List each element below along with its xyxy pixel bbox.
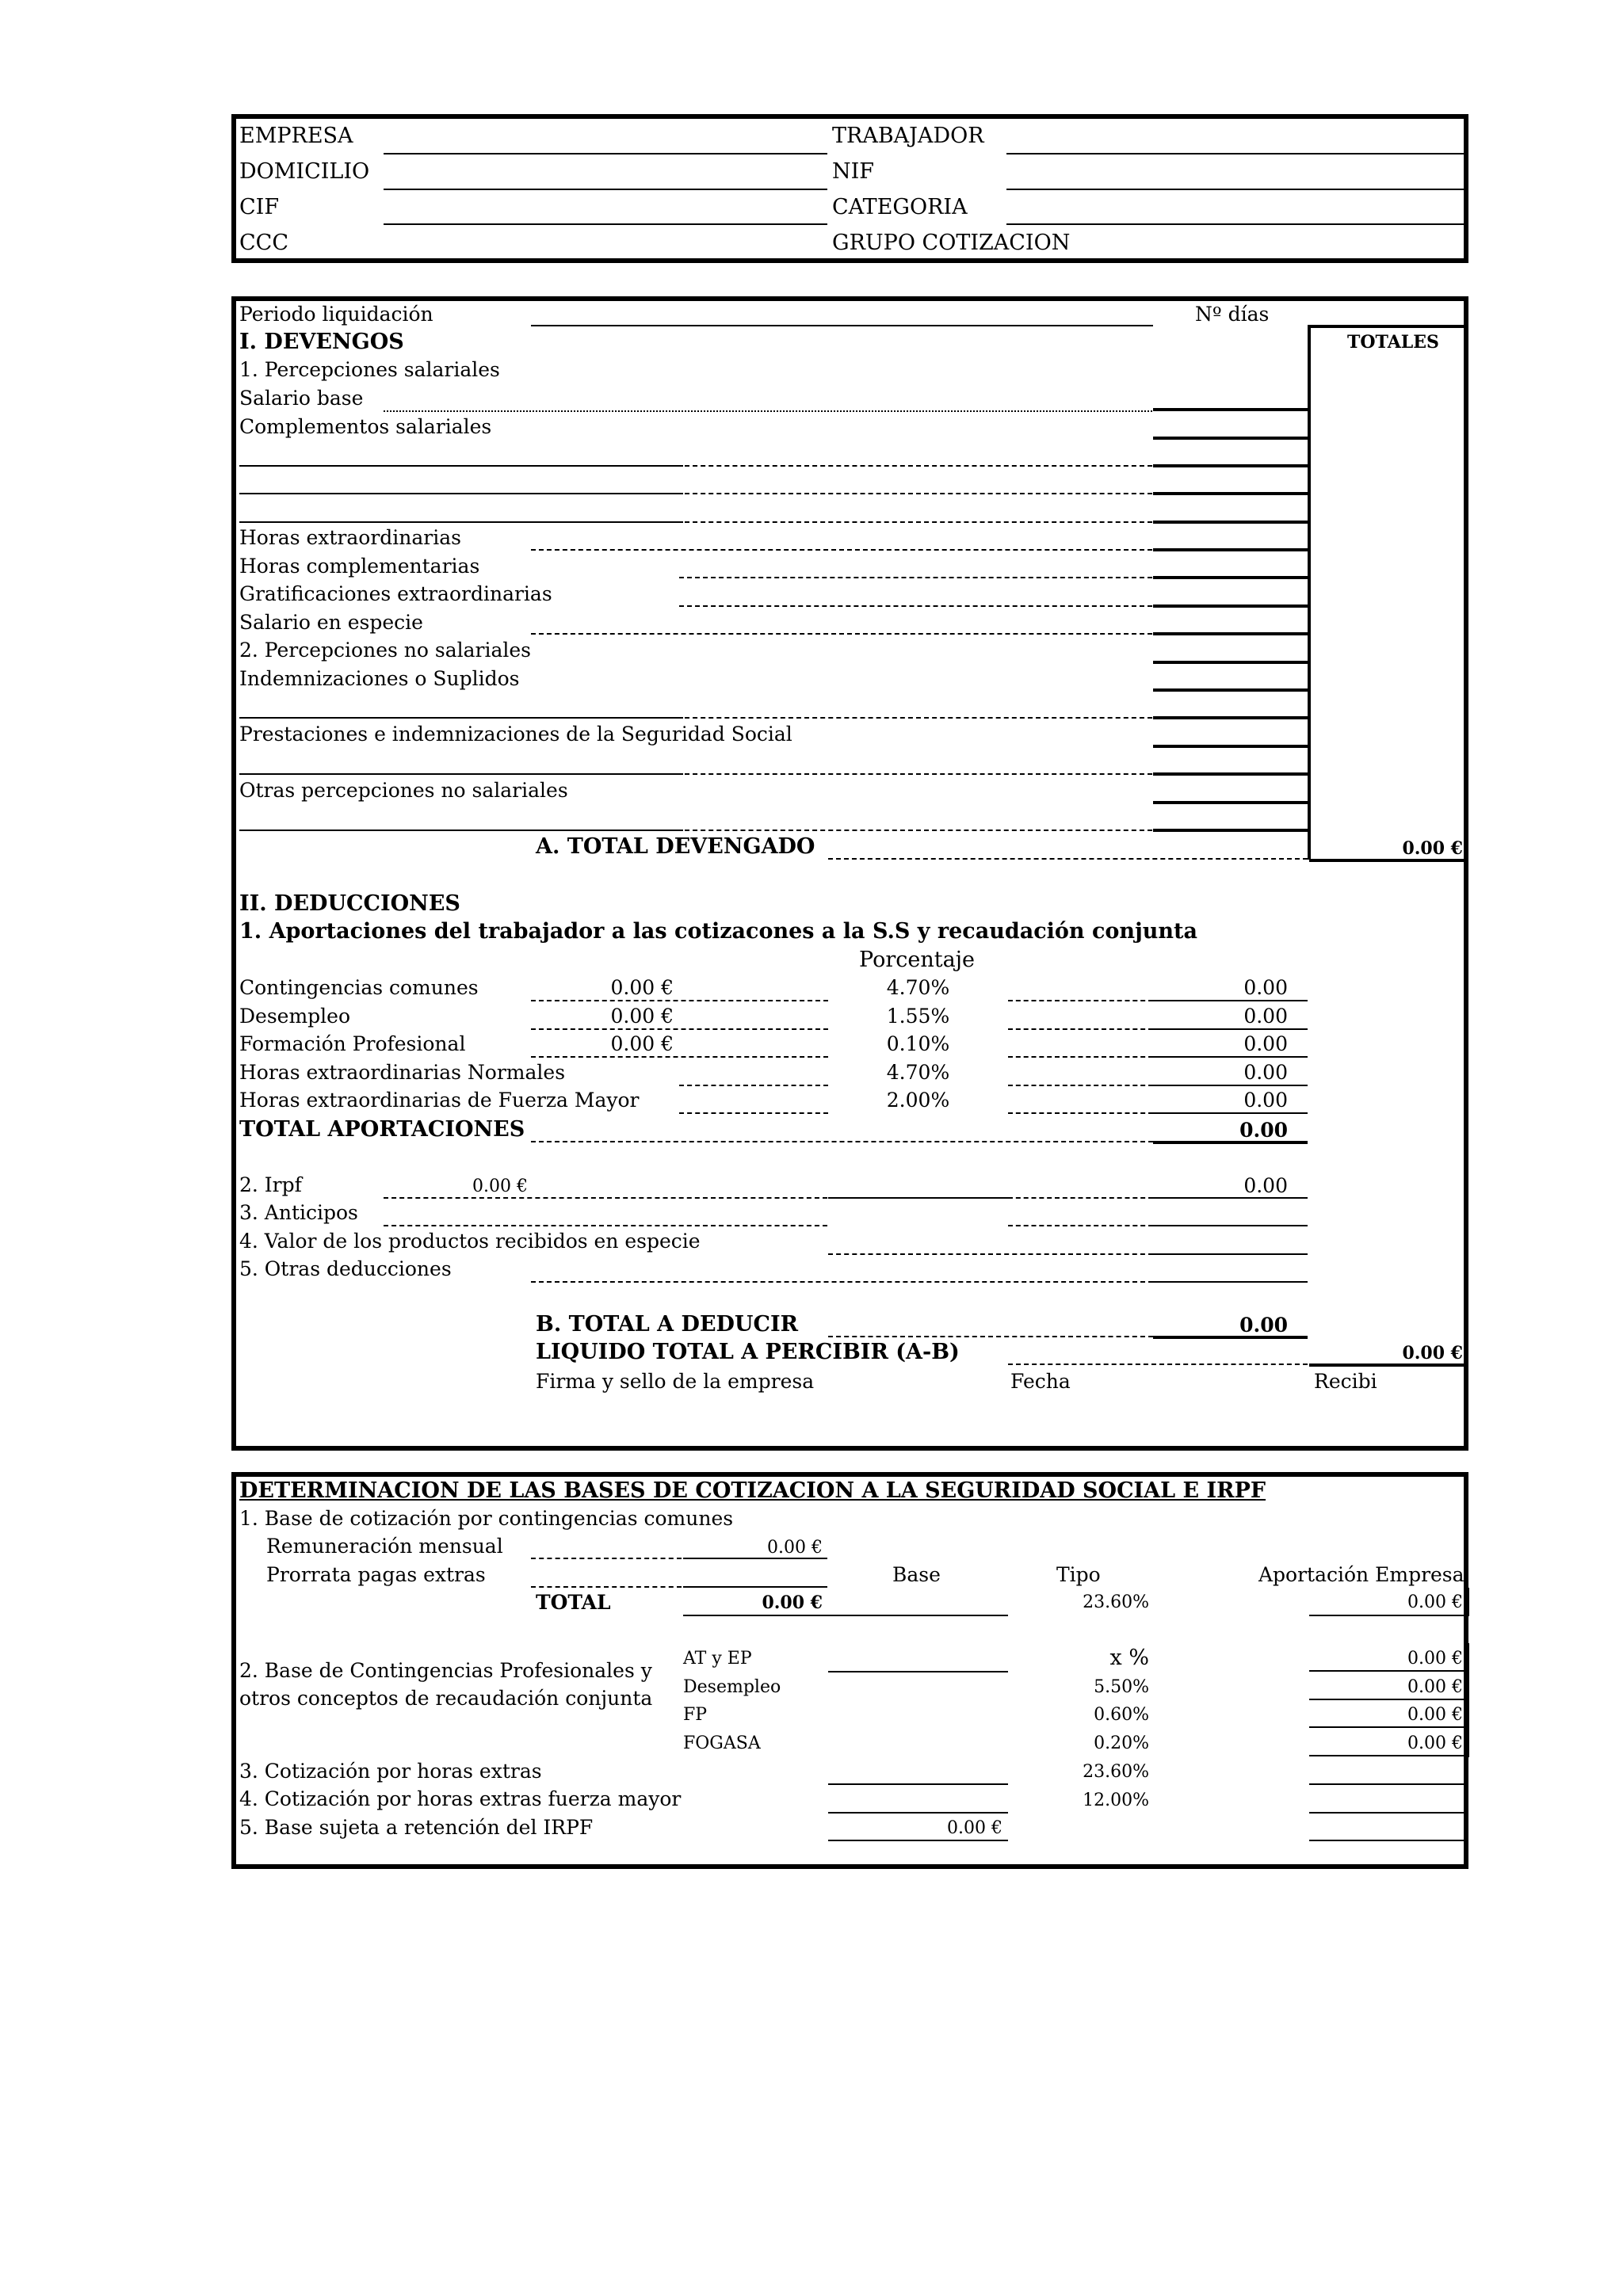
otras-percepciones-amount[interactable] [1153, 801, 1308, 804]
fecha-label: Fecha [1010, 1370, 1071, 1393]
horas-fm-base[interactable] [828, 1812, 1008, 1814]
total-aportaciones-label: TOTAL APORTACIONES [239, 1117, 525, 1142]
cp-row-label: FOGASA [683, 1733, 761, 1753]
indemnizaciones-amount[interactable] [1153, 688, 1308, 692]
salario-base-label: Salario base [239, 387, 364, 410]
gratificaciones-amount[interactable] [1153, 605, 1308, 608]
indemnizaciones-row-amount[interactable] [1153, 716, 1308, 719]
col-aportacion-header: Aportación Empresa [1258, 1563, 1465, 1586]
irpf-leader-2 [1008, 1197, 1153, 1199]
total-deducir-leader [828, 1336, 1153, 1337]
salario-especie-label: Salario en especie [239, 611, 423, 634]
otras-deducciones-field[interactable] [531, 1281, 1153, 1283]
n-dias-label: Nº días [1195, 303, 1270, 326]
liquido-value: 0.00 € [1402, 1343, 1463, 1363]
no-salariales-amount[interactable] [1153, 661, 1308, 664]
col-base-header: Base [892, 1563, 941, 1586]
complemento-row-2-dash [685, 493, 1152, 494]
complemento-row-3-amount[interactable] [1153, 521, 1308, 524]
total-deducir-line [1153, 1336, 1308, 1339]
horas-fm-aportacion[interactable] [1309, 1812, 1466, 1814]
cp-row-aportacion-line[interactable] [1309, 1726, 1466, 1728]
deducciones-title: II. DEDUCCIONES [239, 891, 460, 916]
categoria-label: CATEGORIA [832, 195, 968, 219]
cif-field[interactable] [384, 223, 827, 225]
anticipos-label: 3. Anticipos [239, 1201, 358, 1224]
horas-extra-label: Horas extraordinarias [239, 526, 461, 549]
prestaciones-row-amount[interactable] [1153, 772, 1308, 776]
cp-title-1: 2. Base de Contingencias Profesionales y [239, 1659, 652, 1682]
cp-row-label: FP [683, 1705, 708, 1725]
horas-extras-cot-label: 3. Cotización por horas extras [239, 1760, 542, 1783]
remuneracion-value: 0.00 € [767, 1538, 823, 1558]
horas-extras-cot-aportacion[interactable] [1309, 1783, 1466, 1785]
cp-row-label: AT y EP [683, 1649, 752, 1669]
productos-label: 4. Valor de los productos recibidos en especie [239, 1230, 701, 1253]
deduccion-amount[interactable] [1153, 1085, 1308, 1086]
devengos-title: I. DEVENGOS [239, 330, 404, 354]
gratificaciones-label: Gratificaciones extraordinarias [239, 582, 552, 605]
deduccion-amount[interactable] [1153, 1056, 1308, 1058]
horas-extras-cot-base[interactable] [828, 1783, 1008, 1785]
cp-row-tipo: 0.20% [1094, 1733, 1149, 1753]
irpf-amount[interactable] [1153, 1197, 1308, 1199]
empresa-label: EMPRESA [239, 124, 353, 148]
indemnizaciones-label: Indemnizaciones o Suplidos [239, 667, 520, 690]
cp-row-label: Desempleo [683, 1676, 781, 1697]
n-dias-field[interactable] [1309, 325, 1468, 328]
deduccion-value: 0.00 [1243, 1060, 1288, 1084]
nif-label: NIF [832, 159, 875, 184]
deduccion-base: 0.00 € [610, 976, 674, 999]
deduccion-leader [1008, 1000, 1153, 1001]
total-devengado-line [1309, 859, 1466, 862]
trabajador-label: TRABAJADOR [832, 124, 984, 148]
complementos-label: Complementos salariales [239, 415, 492, 438]
deduccion-porcentaje: 4.70% [886, 976, 950, 999]
deduccion-porcentaje: 2.00% [886, 1089, 950, 1112]
total-aportaciones-leader [531, 1141, 1153, 1142]
deduccion-porcentaje: 4.70% [886, 1060, 950, 1084]
complemento-row-1-amount[interactable] [1153, 464, 1308, 467]
bases-total-tick [1466, 1588, 1469, 1616]
firma-label: Firma y sello de la empresa [536, 1370, 815, 1393]
irpf-base-aportacion[interactable] [1309, 1840, 1466, 1841]
deduccion-base-field[interactable] [679, 1112, 828, 1114]
irpf-base: 0.00 € [472, 1177, 528, 1196]
deduccion-label: Desempleo [239, 1004, 351, 1028]
bases-total-tipo: 23.60% [1083, 1592, 1149, 1612]
periodo-field[interactable] [531, 325, 1153, 326]
prestaciones-row[interactable] [239, 773, 683, 775]
salario-especie-amount[interactable] [1153, 632, 1308, 635]
irpf-base-label: 5. Base sujeta a retención del IRPF [239, 1816, 594, 1839]
horas-extra-field[interactable] [531, 549, 1152, 551]
deduccion-porcentaje: 0.10% [886, 1032, 950, 1055]
domicilio-field[interactable] [384, 189, 827, 190]
irpf-base-field[interactable] [828, 1840, 1008, 1841]
deduccion-base: 0.00 € [610, 1032, 674, 1055]
prorrata-field[interactable] [683, 1586, 827, 1588]
deduccion-label: Horas extraordinarias Normales [239, 1060, 566, 1084]
totales-divider [1308, 325, 1311, 860]
otras-percepciones-label: Otras percepciones no salariales [239, 779, 568, 802]
remuneracion-field[interactable] [683, 1558, 827, 1559]
cp-row-aportacion: 0.00 € [1407, 1649, 1463, 1669]
horas-compl-label: Horas complementarias [239, 555, 480, 578]
cp-row-tipo: x % [1109, 1646, 1149, 1670]
bases-total-aportacion-line [1309, 1615, 1466, 1616]
deduccion-value: 0.00 [1243, 1004, 1288, 1028]
deduccion-amount[interactable] [1153, 1112, 1308, 1114]
remuneracion-leader [531, 1558, 682, 1559]
deduccion-value: 0.00 [1243, 1032, 1288, 1055]
deduccion-label: Horas extraordinarias de Fuerza Mayor [239, 1089, 640, 1112]
total-devengado-leader [828, 858, 1308, 860]
horas-extra-amount[interactable] [1153, 548, 1308, 551]
no-salariales-label: 2. Percepciones no salariales [239, 639, 531, 662]
cp-row-aportacion: 0.00 € [1407, 1733, 1463, 1753]
bases-total-value: 0.00 € [762, 1592, 823, 1613]
horas-fm-tipo: 12.00% [1083, 1791, 1149, 1810]
irpf-base-value: 0.00 € [947, 1818, 1002, 1838]
otras-deducciones-amount[interactable] [1153, 1281, 1308, 1283]
cp-row-aportacion: 0.00 € [1407, 1676, 1463, 1697]
prestaciones-amount[interactable] [1153, 745, 1308, 748]
horas-compl-amount[interactable] [1153, 576, 1308, 579]
deduccion-porcentaje: 1.55% [886, 1004, 950, 1028]
deduccion-label: Formación Profesional [239, 1032, 466, 1055]
bases-total-label: TOTAL [536, 1591, 611, 1614]
irpf-field[interactable] [828, 1197, 1008, 1199]
horas-fm-label: 4. Cotización por horas extras fuerza mayor [239, 1787, 682, 1810]
nif-field[interactable] [1006, 189, 1466, 190]
total-aportaciones-line [1153, 1141, 1308, 1144]
cp-right-tick [1466, 1643, 1469, 1757]
total-devengado-label: A. TOTAL DEVENGADO [536, 834, 815, 859]
liquido-leader [1008, 1363, 1308, 1365]
indemnizaciones-row-dash [685, 717, 1152, 719]
cp-row-aportacion-line[interactable] [1309, 1699, 1466, 1700]
complemento-row-3[interactable] [239, 521, 683, 523]
complementos-amount[interactable] [1153, 437, 1308, 440]
deduccion-value: 0.00 [1243, 1089, 1288, 1112]
irpf-value: 0.00 [1243, 1174, 1288, 1197]
domicilio-label: DOMICILIO [239, 159, 370, 184]
complemento-row-1[interactable] [239, 465, 683, 467]
cp-row-tipo: 0.60% [1094, 1705, 1149, 1725]
irpf-label: 2. Irpf [239, 1173, 302, 1196]
total-deducir-value: 0.00 [1239, 1314, 1288, 1337]
otras-deducciones-label: 5. Otras deducciones [239, 1257, 452, 1280]
complemento-row-2-amount[interactable] [1153, 492, 1308, 495]
categoria-field[interactable] [1006, 223, 1466, 225]
aportaciones-title: 1. Aportaciones del trabajador a las cotizacones a la S.S y recaudación conjunta [239, 919, 1198, 944]
otras-percepciones-row-amount[interactable] [1153, 829, 1308, 832]
cp-row-aportacion-line[interactable] [1309, 1670, 1466, 1672]
otras-percepciones-row[interactable] [239, 830, 683, 831]
bases-title: DETERMINACION DE LAS BASES DE COTIZACION A LA SEGURIDAD SOCIAL E IRPF [239, 1478, 1266, 1503]
cp-title-2: otros conceptos de recaudación conjunta [239, 1687, 653, 1710]
deduccion-leader [1008, 1112, 1153, 1114]
cc-title: 1. Base de cotización por contingencias comunes [239, 1507, 734, 1530]
cp-row-aportacion: 0.00 € [1407, 1705, 1463, 1725]
liquido-label: LIQUIDO TOTAL A PERCIBIR (A-B) [536, 1340, 960, 1364]
prestaciones-row-dash [685, 773, 1152, 775]
salario-base-amount[interactable] [1153, 408, 1308, 411]
irpf-leader [384, 1197, 827, 1199]
horas-extras-cot-tipo: 23.60% [1083, 1762, 1149, 1782]
trabajador-field[interactable] [1006, 153, 1466, 154]
recibi-label: Recibi [1314, 1370, 1377, 1393]
prestaciones-label: Prestaciones e indemnizaciones de la Seguridad Social [239, 723, 792, 746]
bases-total-line [683, 1615, 1008, 1616]
remuneracion-label: Remuneración mensual [266, 1535, 503, 1558]
prorrata-label: Prorrata pagas extras [266, 1563, 486, 1586]
deduccion-base-field[interactable] [531, 1056, 828, 1058]
deduccion-base-field[interactable] [679, 1085, 828, 1086]
cp-row-tipo: 5.50% [1094, 1676, 1149, 1697]
prorrata-leader [531, 1586, 682, 1588]
total-devengado-value: 0.00 € [1402, 838, 1463, 859]
percepciones-salariales-label: 1. Percepciones salariales [239, 358, 500, 381]
total-aportaciones-value: 0.00 [1239, 1119, 1288, 1142]
horas-compl-field[interactable] [679, 577, 1152, 578]
salario-especie-field[interactable] [531, 633, 1152, 635]
deduccion-leader [1008, 1028, 1153, 1030]
totales-label: TOTALES [1347, 332, 1439, 353]
cp-row-aportacion-line[interactable] [1309, 1755, 1466, 1756]
salario-base-field[interactable] [384, 410, 1152, 412]
otras-percepciones-row-dash [685, 830, 1152, 831]
complemento-row-2[interactable] [239, 493, 683, 494]
indemnizaciones-row[interactable] [239, 717, 683, 719]
deduccion-amount[interactable] [1153, 1028, 1308, 1030]
deduccion-value: 0.00 [1243, 976, 1288, 999]
grupo-cotizacion-label: GRUPO COTIZACION [832, 231, 1071, 255]
deduccion-leader [1008, 1085, 1153, 1086]
anticipos-amount[interactable] [1153, 1225, 1308, 1226]
liquido-line [1309, 1363, 1466, 1367]
col-tipo-header: Tipo [1056, 1563, 1101, 1586]
deduccion-label: Contingencias comunes [239, 976, 479, 999]
cp-base-field[interactable] [828, 1671, 1008, 1672]
deduccion-base-field[interactable] [531, 1000, 828, 1001]
deduccion-leader [1008, 1056, 1153, 1058]
deduccion-base: 0.00 € [610, 1004, 674, 1028]
periodo-label: Periodo liquidación [239, 303, 433, 326]
productos-amount[interactable] [1153, 1253, 1308, 1255]
gratificaciones-field[interactable] [679, 605, 1152, 607]
deduccion-base-field[interactable] [531, 1028, 828, 1030]
cif-label: CIF [239, 195, 280, 219]
bases-total-aportacion: 0.00 € [1407, 1592, 1463, 1612]
productos-field[interactable] [828, 1253, 1153, 1255]
anticipos-leader [1008, 1225, 1153, 1226]
ccc-label: CCC [239, 231, 288, 255]
empresa-field[interactable] [384, 153, 827, 154]
deduccion-amount[interactable] [1153, 1000, 1308, 1001]
total-deducir-label: B. TOTAL A DEDUCIR [536, 1312, 799, 1337]
porcentaje-header: Porcentaje [859, 948, 976, 972]
complemento-row-1-dash [685, 465, 1152, 467]
complemento-row-3-dash [685, 521, 1152, 523]
anticipos-field[interactable] [384, 1225, 827, 1226]
